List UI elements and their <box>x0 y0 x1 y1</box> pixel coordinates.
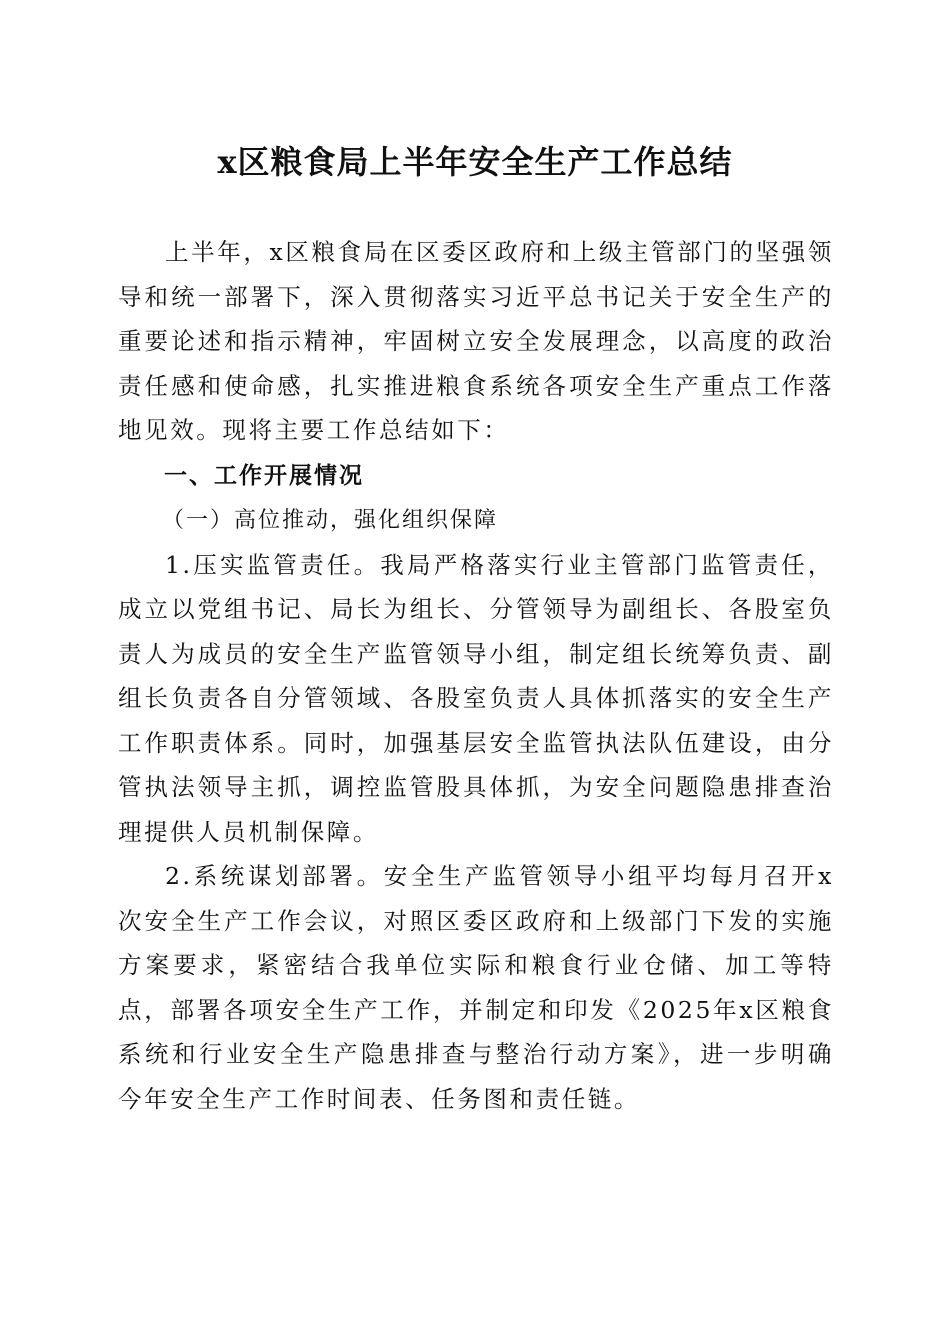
subsection-heading: （一）高位推动，强化组织保障 <box>162 507 499 533</box>
document-body <box>118 230 834 1121</box>
item-paragraph-2: 2.系统谋划部署。安全生产监管领导小组平均每月召开x次安全生产工作会议，对照区委区政府和上级部门下发的实施方案要求，紧密结合我单位实际和粮食行业仓储、加工等特点，部署各项安全生产工作，并制定和印发《2025年x区粮食系统和行业安全生产隐患排查与整治行动方案》，进一步明确今年安全生产工作时间表、任务图和责任链。 <box>118 862 834 1113</box>
intro-paragraph: 上半年，x区粮食局在区委区政府和上级主管部门的坚强领导和统一部署下，深入贯彻落实习近平总书记关于安全生产的重要论述和指示精神，牢固树立安全发展理念，以高度的政治责任感和使命感，扎实推进粮食系统各项安全生产重点工作落地见效。现将主要工作总结如下： <box>118 238 834 444</box>
item-paragraph-1: 1.压实监管责任。我局严格落实行业主管部门监管责任，成立以党组书记、局长为组长、分管领导为副组长、各股室负责人为成员的安全生产监管领导小组，制定组长统筹负责、副组长负责各自分管领域、各股室负责人具体抓落实的安全生产工作职责体系。同时，加强基层安全监管执法队伍建设，由分管执法领导主抓，调控监管股具体抓，为安全问题隐患排查治理提供人员机制保障。 <box>118 550 834 846</box>
document-title: x区粮食局上半年安全生产工作总结 <box>217 143 733 181</box>
section-heading: 一、工作开展情况 <box>164 462 364 489</box>
